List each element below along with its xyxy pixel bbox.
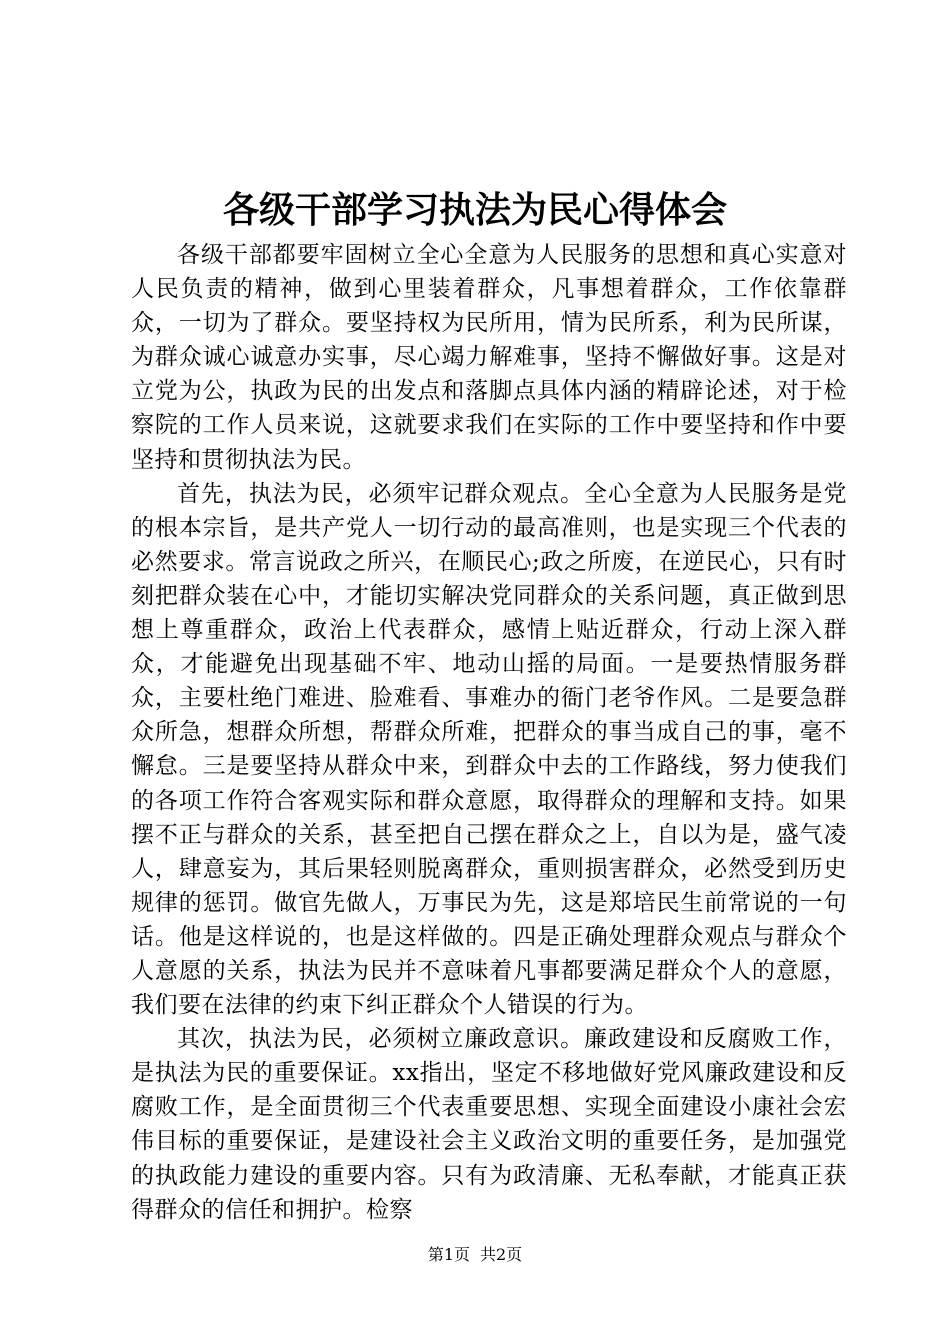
page-footer [0, 1244, 950, 1266]
document-body [131, 238, 847, 1227]
page-number-current: 第1页 [427, 1245, 470, 1264]
paragraph-1: 各级干部都要牢固树立全心全意为人民服务的思想和真心实意对人民负责的精神，做到心里装着群众，凡事想着群众，工作依靠群众，一切为了群众。要坚持权为民所用，情为民所系，利为民所谋，为群众诚心诚意办实事，尽心竭力解难事，坚持不懈做好事。这是对立党为公，执政为民的出发点和落脚点具体内涵的精辟论述，对于检察院的工作人员来说，这就要求我们在实际的工作中要坚持和作中要坚持和贯彻执法为民。 [131, 242, 847, 473]
page-number-total: 共2页 [480, 1245, 523, 1264]
document-title: 各级干部学习执法为民心得体会 [222, 189, 727, 231]
paragraph-3: 其次，执法为民，必须树立廉政意识。廉政建设和反腐败工作，是执法为民的重要保证。xx指出，坚定不移地做好党风廉政建设和反腐败工作，是全面贯彻三个代表重要思想、实现全面建设小康社会宏伟目标的重要保证，是建设社会主义政治文明的重要任务，是加强党的执政能力建设的重要内容。只有为政清廉、无私奉献，才能真正获得群众的信任和拥护。检察 [131, 1026, 847, 1223]
paragraph-2: 首先，执法为民，必须牢记群众观点。全心全意为人民服务是党的根本宗旨，是共产党人一切行动的最高准则，也是实现三个代表的必然要求。常言说政之所兴，在顺民心;政之所废，在逆民心，只有时刻把群众装在心中，才能切实解决党同群众的关系问题，真正做到思想上尊重群众，政治上代表群众，感情上贴近群众，行动上深入群众，才能避免出现基础不牢、地动山摇的局面。一是要热情服务群众，主要杜绝门难进、脸难看、事难办的衙门老爷作风。二是要急群众所急，想群众所想，帮群众所难，把群众的事当成自己的事，毫不懈怠。三是要坚持从群众中来，到群众中去的工作路线，努力使我们的各项工作符合客观实际和群众意愿，取得群众的理解和支持。如果摆不正与群众的关系，甚至把自己摆在群众之上，自以为是，盛气凌人，肆意妄为，其后果轻则脱离群众，重则损害群众，必然受到历史规律的惩罚。做官先做人，万事民为先，这是郑培民生前常说的一句话。他是这样说的，也是这样做的。四是正确处理群众观点与群众个人意愿的关系，执法为民并不意味着凡事都要满足群众个人的意愿，我们要在法律的约束下纠正群众个人错误的行为。 [131, 480, 847, 1019]
